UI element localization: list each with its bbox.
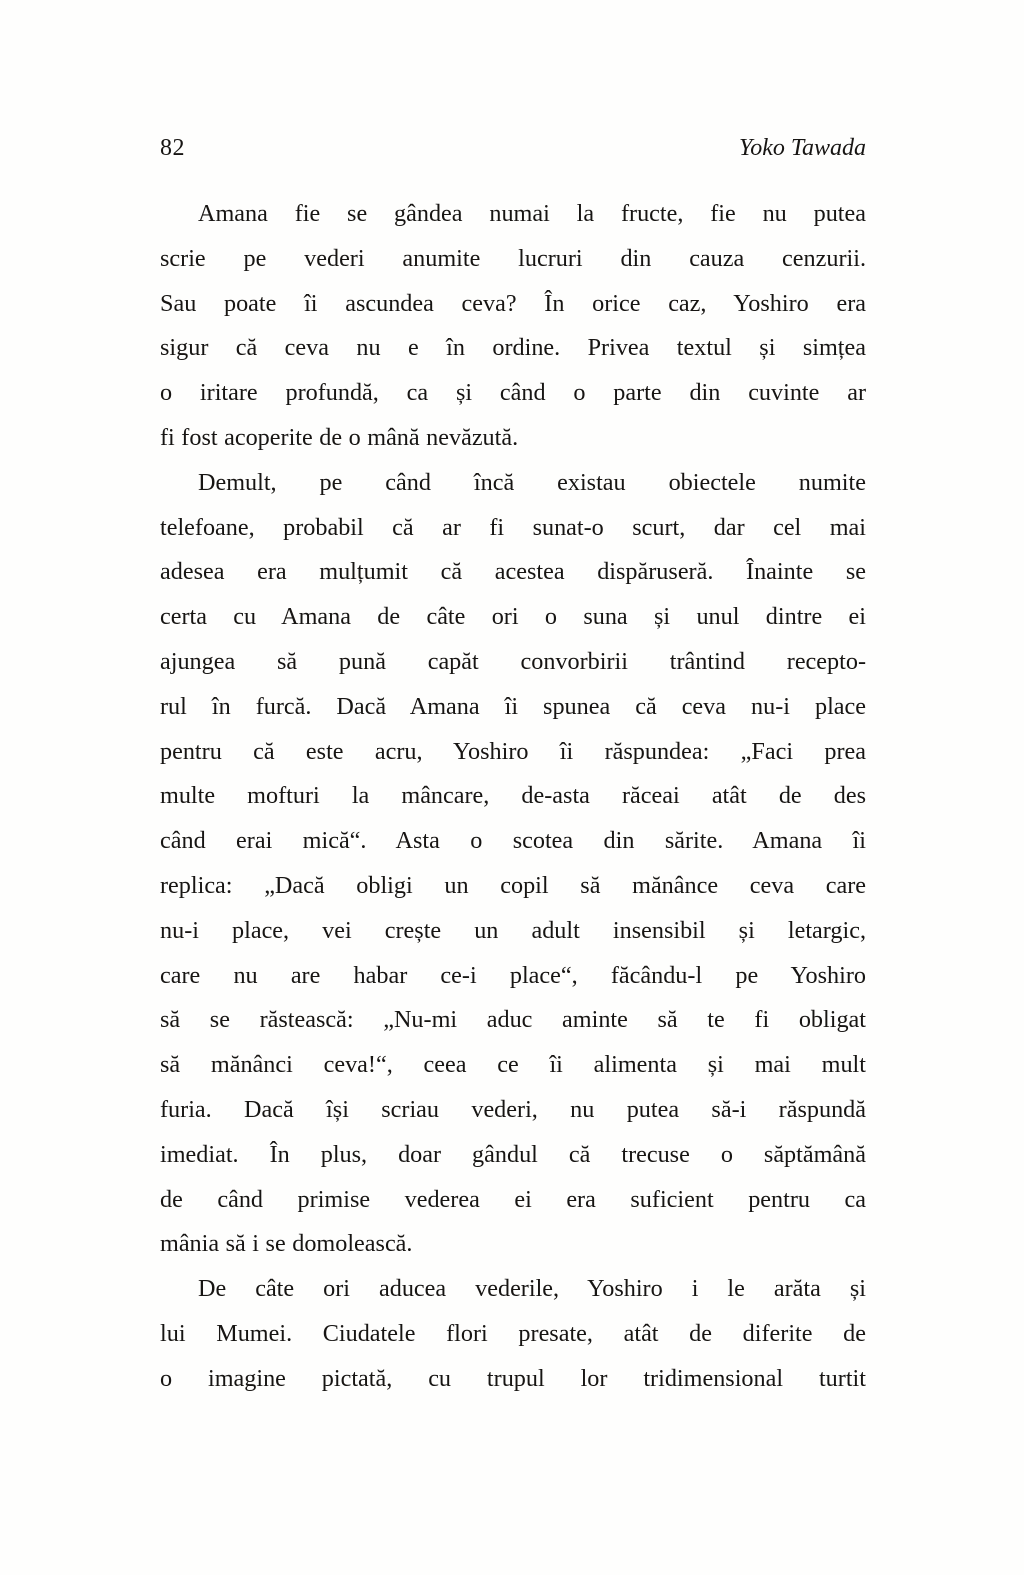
text-line: De câte ori aducea vederile, Yoshiro i le arăta și [198, 1275, 866, 1303]
text-line: telefoane, probabil că ar fi sunat-o scurt, dar cel mai [160, 513, 866, 541]
paragraph [160, 1267, 866, 1401]
text-line: Amana fie se gândea numai la fructe, fie nu putea [198, 200, 866, 227]
text-line: rul în furcă. Dacă Amana îi spunea că ceva nu-i place [160, 692, 866, 720]
text-line: să mănânci ceva!“, ceea ce îi alimenta și mai mult [160, 1051, 866, 1079]
page-number: 82 [160, 135, 185, 161]
text-line: certa cu Amana de câte ori o suna și unul dintre ei [160, 603, 866, 631]
text-line: pentru că este acru, Yoshiro îi răspundea: „Faci prea [160, 737, 866, 765]
text-line: care nu are habar ce-i place“, făcându-l pe Yoshiro [160, 961, 866, 989]
text-line: furia. Dacă își scriau vederi, nu putea să-i răspundă [160, 1095, 866, 1123]
text-line: imediat. În plus, doar gândul că trecuse o săptămână [160, 1140, 866, 1168]
text-line: o imagine pictată, cu trupul lor tridimensional turtit [160, 1364, 866, 1392]
text-line: nu-i place, vei crește un adult insensibil și letargic, [160, 916, 866, 944]
text-line: sigur că ceva nu e în ordine. Privea textul și simțea [160, 334, 866, 362]
paragraph [160, 192, 866, 461]
running-head-author: Yoko Tawada [739, 135, 866, 161]
page-body-text [160, 192, 866, 1402]
text-line: de când primise vederea ei era suficient pentru ca [160, 1185, 866, 1213]
text-line: o iritare profundă, ca și când o parte din cuvinte ar [160, 379, 866, 407]
text-line: când erai mică“. Asta o scotea din sărite. Amana îi [160, 827, 866, 855]
running-head [160, 134, 866, 162]
text-line: adesea era mulțumit că acestea dispăruseră. Înainte se [160, 558, 866, 586]
text-line: fi fost acoperite de o mână nevăzută. [160, 423, 519, 451]
text-line: replica: „Dacă obligi un copil să mănânce ceva care [160, 871, 866, 899]
text-line: multe mofturi la mâncare, de-asta răceai atât de des [160, 782, 866, 810]
text-line: scrie pe vederi anumite lucruri din cauza cenzurii. [160, 244, 866, 272]
text-line: Sau poate îi ascundea ceva? În orice caz, Yoshiro era [160, 289, 866, 317]
text-line: lui Mumei. Ciudatele flori presate, atât de diferite de [160, 1319, 866, 1347]
text-line: să se răstească: „Nu-mi aduc aminte să te fi obligat [160, 1006, 866, 1034]
text-line: Demult, pe când încă existau obiectele numite [198, 468, 866, 496]
text-line: ajungea să pună capăt convorbirii trântind recepto- [160, 647, 866, 675]
text-line: mânia să i se domolească. [160, 1230, 413, 1258]
paragraph [160, 461, 866, 1267]
